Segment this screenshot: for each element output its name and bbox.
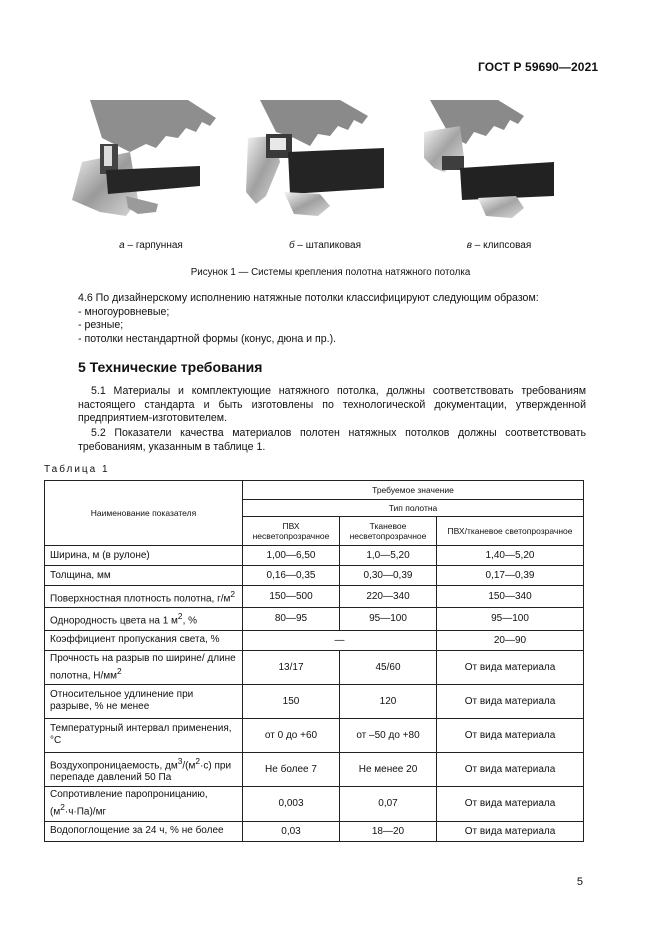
header-col-pvc-opaque: ПВХ несветопрозрачное bbox=[243, 517, 340, 546]
list-item: - многоуровневые; bbox=[78, 305, 170, 318]
table-row: Однородность цвета на 1 $м^2$, % 80—95 95—100 95—100 bbox=[45, 608, 584, 630]
paragraph-5-1: 5.1 Материалы и комплектующие натяжного потолка, должны соответствовать требованиям настоящего стандарта и быть изготовлены по технологической документации, утвержденной предприятием-изготовителем. bbox=[78, 385, 586, 424]
clip-system-illustration bbox=[420, 92, 585, 222]
header-col-translucent: ПВХ/тканевое светопрозрачное bbox=[437, 517, 584, 546]
harpoon-system-illustration bbox=[68, 92, 233, 222]
table-row: Водопоглощение за 24 ч, % не более 0,03 18—20 От вида материала bbox=[45, 821, 584, 841]
table-row: Воздухопроницаемость, $дм^3/(м^2\cdot с)$ при перепаде давлений 50 Па Не более 7 Не менее 20 От вида материала bbox=[45, 752, 584, 786]
bead-system-illustration bbox=[244, 92, 409, 222]
figure-label-b: б – штапиковая bbox=[288, 240, 362, 251]
table-row: Ширина, м (в рулоне) 1,00—6,50 1,0—5,20 1,40—5,20 bbox=[45, 546, 584, 566]
clause-4-6-intro: 4.6 По дизайнерскому исполнению натяжные потолки классифицируют следующим образом: bbox=[78, 292, 539, 304]
table-row: Относительное удлинение при разрыве, % не менее 150 120 От вида материала bbox=[45, 684, 584, 718]
figure-harpoon-system bbox=[68, 92, 233, 222]
figure-clip-system bbox=[420, 92, 585, 222]
figure-label-c: в – клипсовая bbox=[466, 240, 532, 251]
header-type: Тип полотна bbox=[243, 500, 584, 517]
document-code: ГОСТ Р 59690—2021 bbox=[478, 60, 599, 74]
table-row: Поверхностная плотность полотна, $г/м^2$ 150—500 220—340 150—340 bbox=[45, 586, 584, 608]
requirements-table bbox=[44, 480, 584, 842]
table-row: Сопротивление паропроницанию, $(м^2\cdot ч\cdot Па)/мг$ 0,003 0,07 От вида материала bbox=[45, 787, 584, 821]
paragraph-5-2: 5.2 Показатели качества материалов полотен натяжных потолков должны соответствовать требованиям, указанным в таблице 1. bbox=[78, 427, 586, 453]
clause-4-6 bbox=[78, 292, 586, 346]
table-header-row bbox=[45, 481, 584, 500]
header-col-fabric-opaque: Тканевое несветопрозрачное bbox=[340, 517, 437, 546]
figure-label-a: а – гарпунная bbox=[119, 240, 183, 251]
figure-caption: Рисунок 1 — Системы крепления полотна натяжного потолка bbox=[190, 267, 471, 278]
table-title: Таблица 1 bbox=[44, 464, 110, 475]
table-row: Коэффициент пропускания света, % — 20—90 bbox=[45, 630, 584, 650]
header-required-value: Требуемое значение bbox=[243, 481, 584, 500]
header-indicator-name: Наименование показателя bbox=[45, 481, 243, 546]
page-number: 5 bbox=[576, 876, 583, 888]
table-row: Прочность на разрыв по ширине/ длине полотна, $Н/мм^2$ 13/17 45/60 От вида материала bbox=[45, 650, 584, 684]
table-row: Температурный интервал применения, °С от 0 до +60 от –50 до +80 От вида материала bbox=[45, 718, 584, 752]
figure-bead-system bbox=[244, 92, 409, 222]
list-item: - потолки нестандартной формы (конус, дюна и пр.). bbox=[78, 332, 337, 345]
table-row: Толщина, мм 0,16—0,35 0,30—0,39 0,17—0,39 bbox=[45, 566, 584, 586]
list-item: - резные; bbox=[78, 319, 124, 331]
section-title: 5 Технические требования bbox=[78, 359, 263, 375]
